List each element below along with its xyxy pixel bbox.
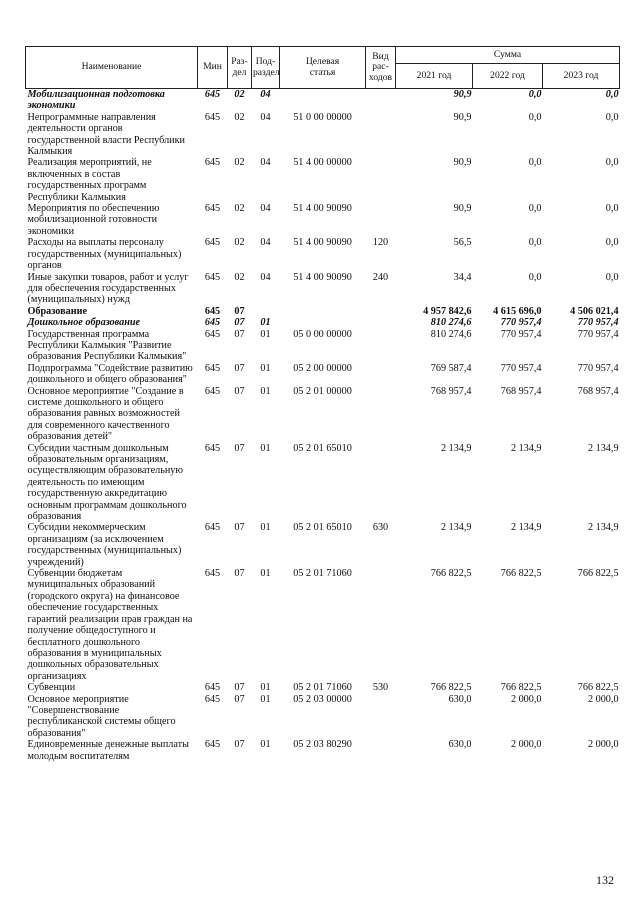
row-amount-2022: 2 000,0 bbox=[510, 739, 542, 751]
row-vid bbox=[366, 317, 396, 328]
row-name: Субвенции бюджетам муниципальных образований (городского округа) на финансовое обеспечение государственных гарантий реализации прав граждан на получение общедоступного и бесплатного дошкольного образования в муниципальных дошкольных образовательных организациях bbox=[27, 568, 193, 682]
table-row bbox=[26, 203, 620, 237]
row-celevaya: 05 0 00 00000 bbox=[293, 328, 352, 340]
row-vid bbox=[366, 363, 396, 386]
row-vid bbox=[366, 329, 396, 363]
row-amount-2023: 2 134,9 bbox=[587, 442, 619, 454]
header-razdel-line1: Раз- bbox=[231, 56, 248, 67]
document-page bbox=[25, 46, 619, 762]
header-summa: Сумма bbox=[396, 47, 620, 64]
row-podrazdel: 01 bbox=[260, 362, 271, 374]
row-celevaya: 51 4 00 90090 bbox=[293, 237, 352, 249]
row-podrazdel: 04 bbox=[260, 157, 271, 169]
row-name: Непрограммные направления деятельности органов государственной власти Республики Калмыкия bbox=[27, 111, 186, 158]
table-row bbox=[26, 386, 620, 443]
row-vid bbox=[366, 386, 396, 443]
row-amount-2021: 90,9 bbox=[453, 203, 472, 215]
row-min: 645 bbox=[204, 317, 221, 329]
row-vid bbox=[366, 306, 396, 317]
row-podrazdel: 04 bbox=[260, 203, 271, 215]
row-vid bbox=[366, 568, 396, 682]
table-row bbox=[26, 237, 620, 271]
row-amount-2021: 810 274,6 bbox=[430, 328, 472, 340]
row-razdel: 02 bbox=[234, 89, 245, 100]
row-razdel: 07 bbox=[234, 328, 245, 340]
row-min: 645 bbox=[204, 305, 221, 317]
row-celevaya: 05 2 01 65010 bbox=[293, 442, 352, 454]
row-razdel: 07 bbox=[234, 362, 245, 374]
row-name: Субвенции bbox=[27, 682, 76, 694]
table-body bbox=[26, 89, 620, 762]
row-amount-2023: 768 957,4 bbox=[577, 385, 619, 397]
row-podrazdel: 01 bbox=[260, 568, 271, 580]
row-amount-2022: 770 957,4 bbox=[500, 362, 542, 374]
row-amount-2022: 0,0 bbox=[528, 157, 542, 169]
row-amount-2021: 90,9 bbox=[453, 111, 472, 123]
row-min: 645 bbox=[204, 89, 221, 100]
row-amount-2023: 0,0 bbox=[605, 157, 619, 169]
header-min: Мин bbox=[198, 47, 228, 89]
row-celevaya: 51 4 00 90090 bbox=[293, 271, 352, 283]
budget-table bbox=[25, 46, 620, 762]
row-celevaya: 05 2 01 71060 bbox=[293, 568, 352, 580]
row-name: Подпрограмма "Содействие развитию дошкольного и общего образования" bbox=[27, 362, 193, 386]
row-amount-2022: 766 822,5 bbox=[500, 682, 542, 694]
row-name: Дошкольное образование bbox=[27, 317, 141, 329]
row-amount-2021: 810 274,6 bbox=[430, 317, 472, 329]
row-podrazdel bbox=[252, 306, 280, 317]
header-2023: 2023 год bbox=[543, 64, 620, 89]
row-celevaya: 05 2 03 80290 bbox=[293, 739, 352, 751]
row-razdel: 07 bbox=[234, 739, 245, 751]
row-amount-2022: 0,0 bbox=[528, 203, 542, 215]
row-celevaya: 51 4 00 90090 bbox=[293, 203, 352, 215]
row-min: 645 bbox=[204, 442, 221, 454]
header-celevaya-line1: Целевая bbox=[305, 56, 340, 67]
row-amount-2023: 770 957,4 bbox=[577, 328, 619, 340]
row-podrazdel: 04 bbox=[260, 237, 271, 249]
header-celevaya bbox=[280, 47, 366, 89]
row-min: 645 bbox=[204, 271, 221, 283]
page-number: 132 bbox=[596, 873, 614, 887]
table-row bbox=[26, 329, 620, 363]
header-celevaya-line2: статья bbox=[309, 66, 336, 78]
row-amount-2023: 0,0 bbox=[605, 203, 619, 215]
row-razdel: 02 bbox=[234, 271, 245, 283]
header-podrazdel bbox=[252, 47, 280, 89]
table-row bbox=[26, 272, 620, 306]
header-vid bbox=[366, 47, 396, 89]
row-podrazdel: 01 bbox=[260, 693, 271, 705]
row-amount-2023: 2 000,0 bbox=[587, 693, 619, 705]
row-min: 645 bbox=[204, 522, 221, 534]
row-amount-2022: 0,0 bbox=[528, 237, 542, 249]
row-podrazdel: 04 bbox=[260, 111, 271, 123]
row-podrazdel: 01 bbox=[260, 442, 271, 454]
table-row bbox=[26, 739, 620, 762]
row-amount-2022: 0,0 bbox=[528, 271, 542, 283]
row-vid: 530 bbox=[372, 682, 389, 694]
header-2021: 2021 год bbox=[396, 64, 473, 89]
table-row bbox=[26, 443, 620, 523]
row-razdel: 07 bbox=[234, 682, 245, 694]
row-amount-2022: 770 957,4 bbox=[500, 317, 542, 329]
table-header bbox=[26, 47, 620, 89]
row-min: 645 bbox=[204, 693, 221, 705]
header-vid-line1: Вид bbox=[372, 50, 389, 62]
row-amount-2022: 2 134,9 bbox=[510, 442, 542, 454]
table-row bbox=[26, 568, 620, 682]
row-razdel: 07 bbox=[234, 568, 245, 580]
row-amount-2023: 770 957,4 bbox=[577, 317, 619, 329]
table-row bbox=[26, 306, 620, 317]
row-razdel: 07 bbox=[234, 385, 245, 397]
row-vid bbox=[366, 694, 396, 740]
row-celevaya: 05 2 00 00000 bbox=[293, 362, 352, 374]
row-name: Иные закупки товаров, работ и услуг для обеспечения государственных (муниципальных) нужд bbox=[27, 271, 189, 306]
row-name: Субсидии частным дошкольным образовательным организациям, осуществляющим образовательную деятельность по имеющим государственную аккредитацию основным программам дошкольного образования bbox=[27, 442, 187, 523]
row-vid bbox=[366, 739, 396, 762]
row-name: Мероприятия по обеспечению мобилизационной готовности экономики bbox=[27, 203, 160, 237]
row-amount-2022: 0,0 bbox=[528, 111, 542, 123]
row-razdel: 07 bbox=[234, 305, 245, 317]
row-vid bbox=[366, 443, 396, 523]
row-podrazdel: 01 bbox=[260, 522, 271, 534]
row-amount-2021: 630,0 bbox=[448, 739, 472, 751]
row-min: 645 bbox=[204, 157, 221, 169]
row-amount-2022: 2 000,0 bbox=[510, 693, 542, 705]
row-vid bbox=[366, 157, 396, 203]
row-celevaya: 51 0 00 00000 bbox=[293, 111, 352, 123]
header-podrazdel-line1: Под- bbox=[255, 56, 276, 67]
row-razdel: 07 bbox=[234, 317, 245, 329]
row-amount-2023: 2 134,9 bbox=[587, 522, 619, 534]
row-vid: 240 bbox=[372, 271, 389, 283]
row-amount-2021: 630,0 bbox=[448, 693, 472, 705]
row-celevaya: 51 4 00 00000 bbox=[293, 157, 352, 169]
row-celevaya: 05 2 01 71060 bbox=[293, 682, 352, 694]
header-vid-line3: ходов bbox=[368, 71, 393, 83]
row-razdel: 07 bbox=[234, 522, 245, 534]
row-celevaya bbox=[280, 89, 366, 112]
row-amount-2021: 766 822,5 bbox=[430, 568, 472, 580]
row-amount-2023: 766 822,5 bbox=[577, 568, 619, 580]
table-row bbox=[26, 89, 620, 112]
row-amount-2021: 90,9 bbox=[453, 89, 472, 100]
row-vid bbox=[366, 203, 396, 237]
row-amount-2023: 770 957,4 bbox=[577, 362, 619, 374]
row-razdel: 02 bbox=[234, 157, 245, 169]
row-amount-2022: 2 134,9 bbox=[510, 522, 542, 534]
header-2022: 2022 год bbox=[473, 64, 543, 89]
row-amount-2021: 90,9 bbox=[453, 157, 472, 169]
row-razdel: 02 bbox=[234, 203, 245, 215]
row-name: Мобилизационная подготовка экономики bbox=[27, 89, 165, 112]
row-celevaya: 05 2 01 00000 bbox=[293, 385, 352, 397]
row-min: 645 bbox=[204, 203, 221, 215]
row-podrazdel: 01 bbox=[260, 328, 271, 340]
row-amount-2022: 766 822,5 bbox=[500, 568, 542, 580]
row-vid: 630 bbox=[372, 522, 389, 534]
header-name: Наименование bbox=[26, 47, 198, 89]
row-name: Субсидии некоммерческим организациям (за исключением государственных (муниципальных) учреждений) bbox=[27, 522, 182, 568]
row-amount-2022: 0,0 bbox=[528, 89, 542, 100]
row-amount-2023: 2 000,0 bbox=[587, 739, 619, 751]
row-vid bbox=[366, 112, 396, 158]
row-amount-2021: 769 587,4 bbox=[430, 362, 472, 374]
row-vid: 120 bbox=[372, 237, 389, 249]
row-podrazdel: 04 bbox=[260, 89, 271, 100]
row-razdel: 07 bbox=[234, 693, 245, 705]
table-row bbox=[26, 682, 620, 693]
row-amount-2022: 4 615 696,0 bbox=[493, 305, 542, 317]
row-podrazdel: 04 bbox=[260, 271, 271, 283]
row-min: 645 bbox=[204, 111, 221, 123]
row-min: 645 bbox=[204, 568, 221, 580]
header-razdel bbox=[228, 47, 252, 89]
row-name: Расходы на выплаты персоналу государственных (муниципальных) органов bbox=[27, 237, 182, 272]
row-amount-2023: 0,0 bbox=[605, 237, 619, 249]
row-name: Государственная программа Республики Калмыкия "Развитие образования Республики Калмыкия" bbox=[27, 328, 187, 363]
table-row bbox=[26, 694, 620, 740]
row-amount-2023: 0,0 bbox=[605, 89, 619, 100]
row-celevaya bbox=[280, 317, 366, 328]
header-podrazdel-line2: раздел bbox=[253, 66, 280, 78]
row-razdel: 02 bbox=[234, 111, 245, 123]
row-min: 645 bbox=[204, 328, 221, 340]
row-min: 645 bbox=[204, 385, 221, 397]
row-celevaya bbox=[280, 306, 366, 317]
row-podrazdel: 01 bbox=[260, 317, 271, 329]
row-min: 645 bbox=[204, 682, 221, 694]
row-amount-2021: 768 957,4 bbox=[430, 385, 472, 397]
row-celevaya: 05 2 03 00000 bbox=[293, 693, 352, 705]
row-min: 645 bbox=[204, 739, 221, 751]
row-podrazdel: 01 bbox=[260, 385, 271, 397]
row-amount-2021: 766 822,5 bbox=[430, 682, 472, 694]
row-name: Основное мероприятие "Совершенствование республиканской системы общего образования" bbox=[27, 693, 176, 739]
row-amount-2023: 0,0 bbox=[605, 271, 619, 283]
row-razdel: 02 bbox=[234, 237, 245, 249]
row-amount-2023: 0,0 bbox=[605, 111, 619, 123]
row-celevaya: 05 2 01 65010 bbox=[293, 522, 352, 534]
row-amount-2021: 4 957 842,6 bbox=[423, 305, 472, 317]
row-amount-2021: 2 134,9 bbox=[440, 522, 472, 534]
table-row bbox=[26, 363, 620, 386]
row-name: Основное мероприятие "Создание в системе дошкольного и общего образования равных возможностей для современного качественного образования детей" bbox=[27, 385, 184, 443]
row-min: 645 bbox=[204, 237, 221, 249]
row-amount-2022: 770 957,4 bbox=[500, 328, 542, 340]
row-name: Единовременные денежные выплаты молодым воспитателям bbox=[27, 739, 189, 762]
row-razdel: 07 bbox=[234, 442, 245, 454]
header-razdel-line2: дел bbox=[232, 66, 247, 78]
row-amount-2023: 766 822,5 bbox=[577, 682, 619, 694]
table-row bbox=[26, 112, 620, 158]
row-amount-2021: 56,5 bbox=[453, 237, 472, 249]
table-row bbox=[26, 157, 620, 203]
row-min: 645 bbox=[204, 362, 221, 374]
row-podrazdel: 01 bbox=[260, 739, 271, 751]
header-vid-line2: рас- bbox=[372, 61, 389, 73]
row-amount-2022: 768 957,4 bbox=[500, 385, 542, 397]
row-amount-2021: 2 134,9 bbox=[440, 442, 472, 454]
table-row bbox=[26, 522, 620, 568]
row-name: Реализация мероприятий, не включенных в состав государственных программ Республики Калмыкия bbox=[27, 157, 152, 203]
row-amount-2021: 34,4 bbox=[453, 271, 472, 283]
row-amount-2023: 4 506 021,4 bbox=[570, 305, 619, 317]
row-vid bbox=[366, 89, 396, 112]
row-podrazdel: 01 bbox=[260, 682, 271, 694]
table-row bbox=[26, 317, 620, 328]
row-name: Образование bbox=[27, 305, 88, 317]
